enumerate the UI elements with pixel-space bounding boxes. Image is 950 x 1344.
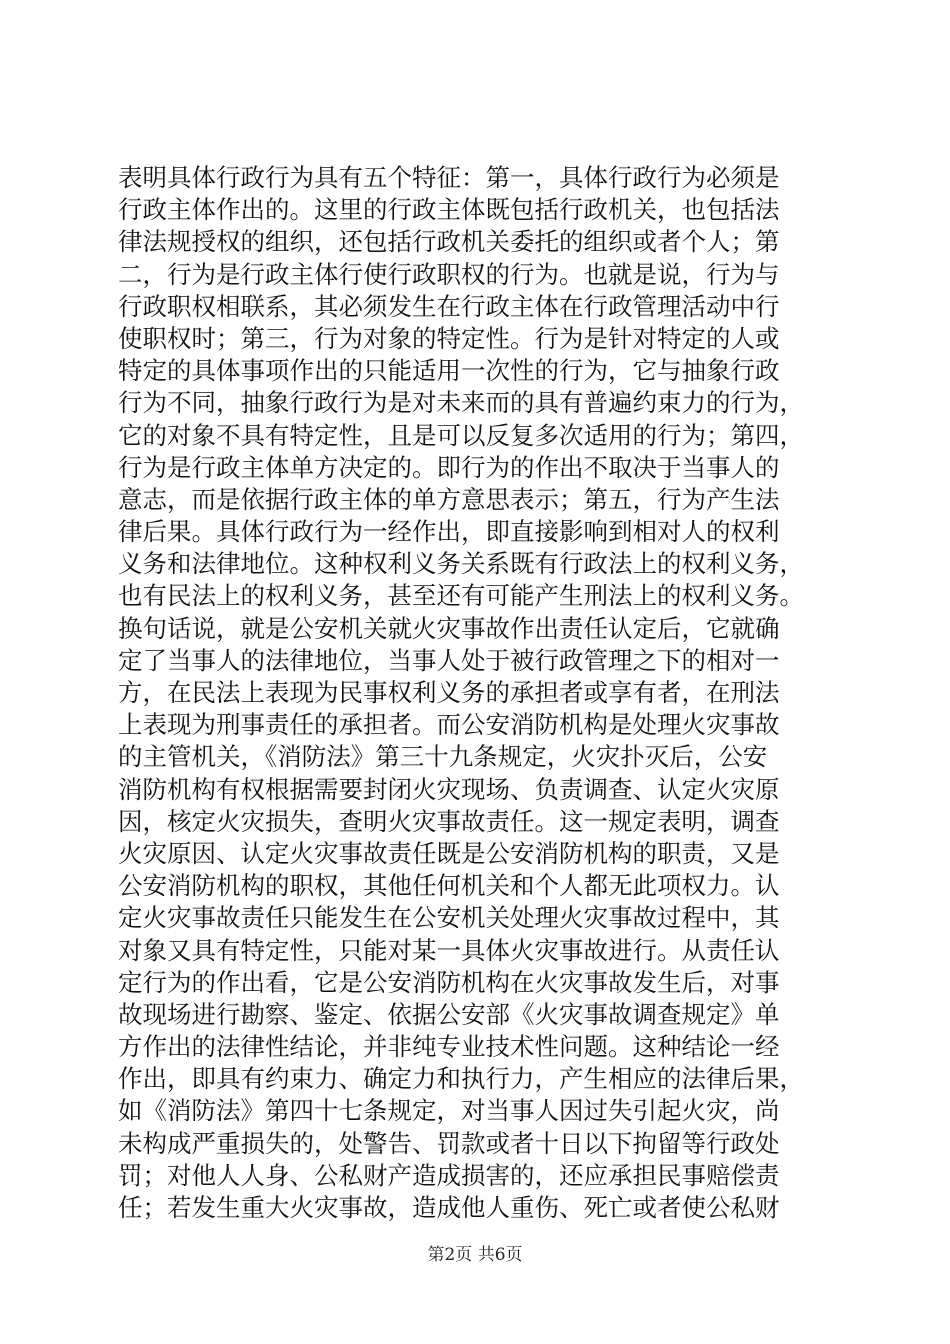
text-line: 未构成严重损失的，处警告、罚款或者十日以下拘留等行政处 — [118, 1128, 780, 1158]
text-line: 因，核定火灾损失，查明火灾事故责任。这一规定表明，调查 — [118, 806, 780, 836]
text-line: 意志，而是依据行政主体的单方意思表示；第五，行为产生法 — [118, 484, 780, 514]
text-line: 行政主体作出的。这里的行政主体既包括行政机关，也包括法 — [118, 195, 780, 225]
text-line: 罚；对他人人身、公私财产造成损害的，还应承担民事赔偿责 — [118, 1160, 780, 1190]
text-line: 特定的具体事项作出的只能适用一次性的行为，它与抽象行政 — [118, 356, 780, 386]
text-line: 上表现为刑事责任的承担者。而公安消防机构是处理火灾事故 — [118, 710, 780, 740]
text-line: 行为是行政主体单方决定的。即行为的作出不取决于当事人的 — [118, 452, 780, 482]
text-line: 也有民法上的权利义务，甚至还有可能产生刑法上的权利义务。 — [118, 581, 804, 611]
text-line: 火灾原因、认定火灾事故责任既是公安消防机构的职责，又是 — [118, 838, 780, 868]
text-line: 义务和法律地位。这种权利义务关系既有行政法上的权利义务， — [118, 549, 804, 579]
text-line: 如《消防法》第四十七条规定，对当事人因过失引起火灾，尚 — [118, 1096, 780, 1126]
text-line: 律后果。具体行政行为一经作出，即直接影响到相对人的权利 — [118, 517, 780, 547]
text-line: 定行为的作出看，它是公安消防机构在火灾事故发生后，对事 — [118, 967, 780, 997]
text-line: 作出，即具有约束力、确定力和执行力，产生相应的法律后果， — [118, 1064, 804, 1094]
text-line: 公安消防机构的职权，其他任何机关和个人都无此项权力。认 — [118, 871, 780, 901]
text-line: 任；若发生重大火灾事故，造成他人重伤、死亡或者使公私财 — [118, 1193, 780, 1222]
text-line: 定了当事人的法律地位，当事人处于被行政管理之下的相对一 — [118, 645, 780, 675]
text-line: 它的对象不具有特定性，且是可以反复多次适用的行为；第四， — [118, 420, 804, 450]
text-line: 使职权时；第三，行为对象的特定性。行为是针对特定的人或 — [118, 323, 780, 353]
text-line: 对象又具有特定性，只能对某一具体火灾事故进行。从责任认 — [118, 935, 780, 965]
text-line: 消防机构有权根据需要封闭火灾现场、负责调查、认定火灾原 — [118, 774, 780, 804]
text-line: 律法规授权的组织，还包括行政机关委托的组织或者个人；第 — [118, 227, 780, 257]
text-line: 的主管机关，《消防法》第三十九条规定，火灾扑灭后，公安 — [118, 742, 768, 772]
text-line: 定火灾事故责任只能发生在公安机关处理火灾事故过程中，其 — [118, 903, 780, 933]
text-line: 二，行为是行政主体行使行政职权的行为。也就是说，行为与 — [118, 259, 780, 289]
text-line: 方作出的法律性结论，并非纯专业技术性问题。这种结论一经 — [118, 1032, 780, 1062]
text-line: 行为不同，抽象行政行为是对未来而的具有普遍约束力的行为， — [118, 388, 804, 418]
text-line: 表明具体行政行为具有五个特征：第一，具体行政行为必须是 — [118, 163, 780, 192]
text-line: 故现场进行勘察、鉴定、依据公安部《火灾事故调查规定》单 — [118, 999, 780, 1029]
page-footer: 第2页 共6页 — [427, 1245, 523, 1265]
text-line: 换句话说，就是公安机关就火灾事故作出责任认定后，它就确 — [118, 613, 780, 643]
body-text — [118, 162, 838, 1224]
text-line: 方，在民法上表现为民事权利义务的承担者或享有者，在刑法 — [118, 678, 780, 707]
text-line: 行政职权相联系，其必须发生在行政主体在行政管理活动中行 — [118, 291, 780, 321]
